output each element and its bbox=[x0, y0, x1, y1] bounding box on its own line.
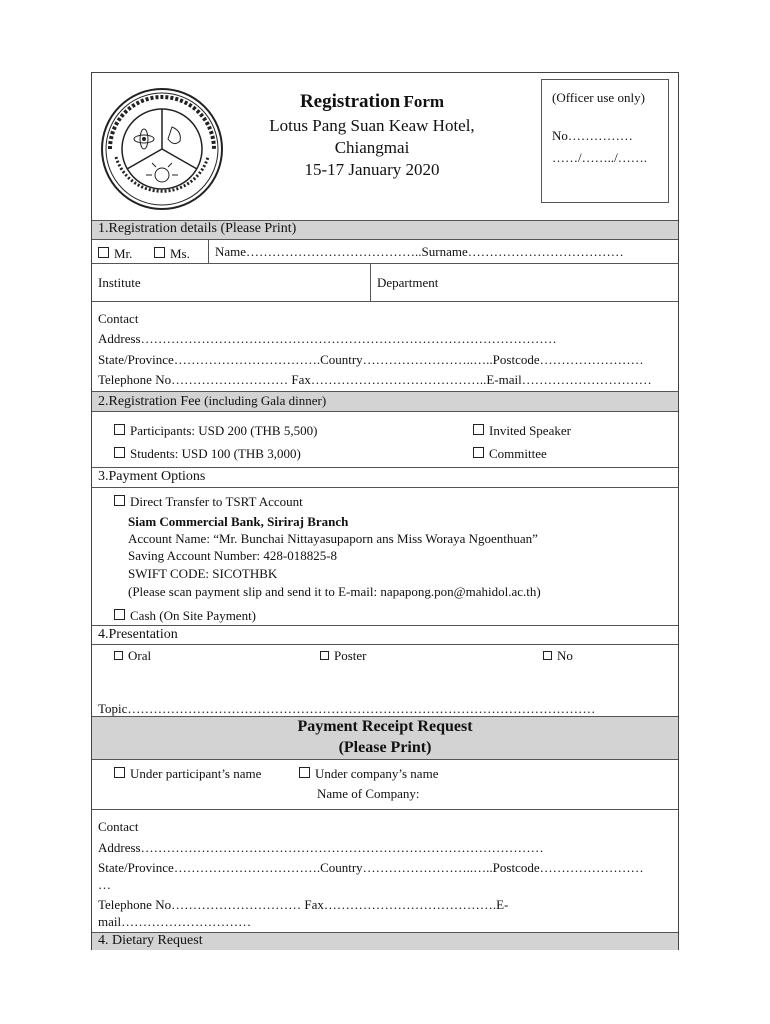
account-number: Saving Account Number: 428-018825-8 bbox=[128, 548, 338, 563]
mr-checkbox[interactable] bbox=[98, 247, 109, 258]
topic-field[interactable]: Topic……………………………………………………………………………………………… bbox=[98, 701, 596, 716]
mr-option[interactable] bbox=[98, 246, 132, 262]
address-field[interactable]: Address…………………………………………………………………………………… bbox=[98, 331, 557, 346]
ms-option[interactable] bbox=[154, 246, 190, 262]
invited-speaker-checkbox[interactable] bbox=[473, 424, 484, 435]
telephone-fax-email-field[interactable]: Telephone No……………………… Fax…………………………………..E-mail………………………… bbox=[98, 372, 652, 387]
committee-checkbox[interactable] bbox=[473, 447, 484, 458]
cash-option[interactable] bbox=[114, 608, 256, 624]
participants-option[interactable] bbox=[114, 423, 317, 439]
receipt-telephone-fax-field[interactable]: Telephone No………………………… Fax………………………………….E- bbox=[98, 897, 509, 912]
swift-code: SWIFT CODE: SICOTHBK bbox=[128, 566, 278, 581]
invited-speaker-option[interactable] bbox=[473, 423, 571, 439]
name-surname-field[interactable]: Name…………………………………..Surname……………………………… bbox=[215, 244, 624, 259]
department-field[interactable]: Department bbox=[377, 275, 439, 290]
mr-label: Mr. bbox=[114, 246, 133, 261]
company-name-checkbox[interactable] bbox=[299, 767, 310, 778]
receipt-email-field[interactable]: mail………………………… bbox=[98, 914, 252, 929]
institute-field[interactable]: Institute bbox=[98, 275, 141, 290]
poster-checkbox[interactable] bbox=[320, 651, 329, 660]
company-name-field[interactable]: Name of Company: bbox=[317, 786, 420, 801]
direct-transfer-checkbox[interactable] bbox=[114, 495, 125, 506]
venue-line-1: Lotus Pang Suan Keaw Hotel, bbox=[269, 116, 475, 135]
committee-option[interactable] bbox=[473, 446, 547, 462]
no-presentation-label: No bbox=[557, 648, 573, 663]
participant-name-checkbox[interactable] bbox=[114, 767, 125, 778]
section-3-heading: 3.Payment Options bbox=[98, 469, 206, 484]
officer-label: (Officer use only) bbox=[552, 90, 645, 105]
registration-form bbox=[91, 72, 679, 950]
section-2-heading bbox=[98, 393, 326, 410]
scan-note: (Please scan payment slip and send it to E-mail: napapong.pon@mahidol.ac.th) bbox=[128, 584, 541, 599]
dietary-heading: 4. Dietary Request bbox=[98, 933, 203, 948]
direct-transfer-label: Direct Transfer to TSRT Account bbox=[130, 494, 303, 509]
ms-label: Ms. bbox=[170, 246, 190, 261]
bank-name: Siam Commercial Bank, Siriraj Branch bbox=[128, 514, 349, 529]
society-seal-icon bbox=[100, 87, 224, 211]
officer-number[interactable]: No…………… bbox=[552, 128, 633, 143]
ms-checkbox[interactable] bbox=[154, 247, 165, 258]
oral-option[interactable] bbox=[114, 648, 151, 664]
state-country-postcode-field[interactable]: State/Province…………………………….Country……………………..…..Postcode…………………… bbox=[98, 352, 644, 367]
cash-checkbox[interactable] bbox=[114, 609, 125, 620]
contact-label: Contact bbox=[98, 311, 139, 326]
officer-date[interactable]: ……/……../……. bbox=[552, 150, 647, 165]
students-checkbox[interactable] bbox=[114, 447, 125, 458]
participant-name-option[interactable] bbox=[114, 766, 261, 782]
no-presentation-checkbox[interactable] bbox=[543, 651, 552, 660]
cash-label: Cash (On Site Payment) bbox=[130, 608, 257, 623]
officer-use-box bbox=[541, 79, 669, 203]
invited-speaker-label: Invited Speaker bbox=[489, 423, 571, 438]
oral-label: Oral bbox=[128, 648, 152, 663]
direct-transfer-option[interactable] bbox=[114, 494, 303, 510]
participant-name-label: Under participant’s name bbox=[130, 766, 262, 781]
participants-checkbox[interactable] bbox=[114, 424, 125, 435]
receipt-subheading: (Please Print) bbox=[338, 739, 432, 756]
students-label: Students: USD 100 (THB 3,000) bbox=[130, 446, 301, 461]
form-title: Registration bbox=[299, 91, 401, 112]
receipt-ellipsis: … bbox=[98, 877, 111, 892]
section-1-heading: 1.Registration details (Please Print) bbox=[98, 221, 297, 236]
receipt-contact-label: Contact bbox=[98, 819, 139, 834]
company-name-option[interactable] bbox=[299, 766, 438, 782]
oral-checkbox[interactable] bbox=[114, 651, 123, 660]
poster-option[interactable] bbox=[320, 648, 367, 664]
no-presentation-option[interactable] bbox=[543, 648, 573, 664]
participants-label: Participants: USD 200 (THB 5,500) bbox=[130, 423, 318, 438]
committee-label: Committee bbox=[489, 446, 547, 461]
receipt-address-field[interactable]: Address………………………………………………………………………………… bbox=[98, 840, 544, 855]
form-title-tail: Form bbox=[403, 92, 445, 111]
poster-label: Poster bbox=[334, 648, 367, 663]
students-option[interactable] bbox=[114, 446, 301, 462]
section-2-note: (including Gala dinner) bbox=[204, 393, 327, 408]
event-dates: 15-17 January 2020 bbox=[304, 160, 440, 179]
venue-line-2: Chiangmai bbox=[334, 138, 410, 157]
account-name: Account Name: “Mr. Bunchai Nittayasupaporn ans Miss Woraya Ngoenthuan” bbox=[128, 531, 538, 546]
section-4-heading: 4.Presentation bbox=[98, 627, 178, 642]
form-title-block bbox=[252, 91, 492, 181]
receipt-heading: Payment Receipt Request bbox=[297, 718, 473, 735]
company-name-label: Under company’s name bbox=[315, 766, 439, 781]
section-2-title: 2.Registration Fee bbox=[98, 394, 201, 409]
receipt-state-country-postcode-field[interactable]: State/Province…………………………….Country……………………..…..Postcode…………………… bbox=[98, 860, 644, 875]
